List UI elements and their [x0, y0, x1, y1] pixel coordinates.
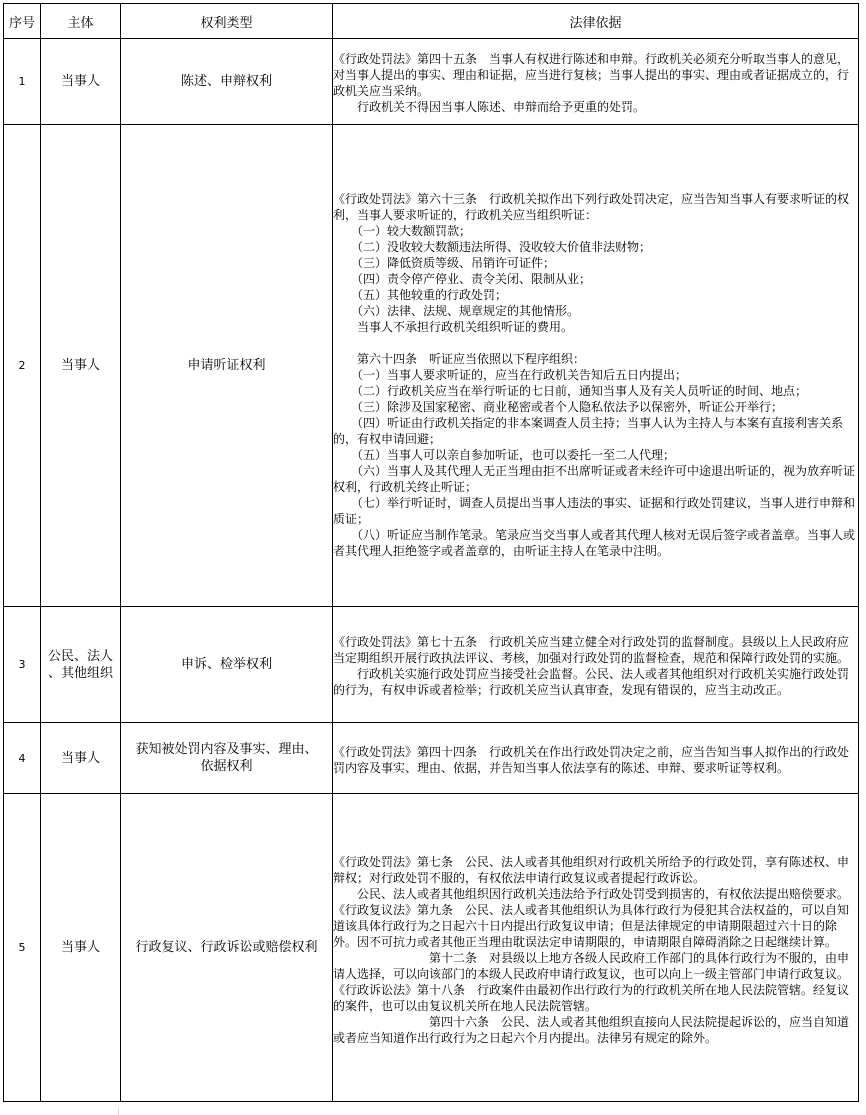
legal-basis-text: 《行政处罚法》第六十三条 行政机关拟作出下列行政处罚决定，应当告知当事人有要求听证的权利，当事人要求听证的，行政机关应当组织听证： （一）较大数额罚款； （二）没收较大数额违法所得、没收较大价值非法财物； （三）降低资质等级、吊销许可证件； （四）责令停产停业、责令关闭、限制从业； （五）其他较重的行政处罚； （六）法律、法规、规章规定的其他情形。 当事人不承担行政机关组织听证的费用。 第六十四条 听证应当依照以下程序组织： （一）当事人要求听证的，应当在行政机关告知后五日内提出； （二）行政机关应当在举行听证的七日前，通知当事人及有关人员听证的时间、地点； （三）除涉及国家秘密、商业秘密或者个人隐私依法予以保密外，听证公开举行； （四）听证由行政机关指定的非本案调查人员主持；当事人认为主持人与本案有直接利害关系的，有权申请回避； （五）当事人可以亲自参加听证，也可以委托一至二人代理； （六）当事人及其代理人无正当理由拒不出席听证或者未经许可中途退出听证的，视为放弃听证权利，行政机关终止听证； （七）举行听证时，调查人员提出当事人违法的事实、证据和行政处罚建议，当事人进行申辩和质证； （八）听证应当制作笔录。笔录应当交当事人或者其代理人核对无误后签字或者盖章。当事人或者其代理人拒绝签字或者盖章的，由听证主持人在笔录中注明。 [333, 191, 856, 558]
header-subject: 主体 [41, 4, 121, 39]
row-legal-basis [333, 794, 859, 1102]
table-row [4, 39, 859, 125]
header-row [4, 4, 859, 39]
legal-basis-text: 《行政处罚法》第七条 公民、法人或者其他组织对行政机关所给予的行政处罚，享有陈述权、申辩权；对行政处罚不服的，有权依法申请行政复议或者提起行政诉讼。 公民、法人或者其他组织因行政机关违法给予行政处罚受到损害的，有权依法提出赔偿要求。 《行政复议法》第九条 公民、法人或者其他组织认为具体行政行为侵犯其合法权益的，可以自知道该具体行政行为之日起六十日内提出行政复议申请；但是法律规定的申请期限超过六十日的除外。因不可抗力或者其他正当理由耽误法定申请期限的，申请期限自障碍消除之日起继续计算。 第十二条 对县级以上地方各级人民政府工作部门的具体行政行为不服的，由申请人选择，可以向该部门的本级人民政府申请行政复议，也可以向上一级主管部门申请行政复议。 《行政诉讼法》第十八条 行政案件由最初作出行政行为的行政机关所在地人民法院管辖。经复议的案件，也可以由复议机关所在地人民法院管辖。 第四十六条 公民、法人或者其他组织直接向人民法院提起诉讼的，应当自知道或者应当知道作出行政行为之日起六个月内提出。法律另有规定的除外。 [333, 855, 850, 1045]
row-legal-basis [333, 125, 859, 607]
row-index: 1 [4, 39, 41, 125]
legal-rights-table [3, 3, 859, 1102]
row-index: 5 [4, 794, 41, 1102]
row-right-type: 申请听证权利 [121, 125, 333, 607]
table-row [4, 794, 859, 1102]
row-right-type: 申诉、检举权利 [121, 607, 333, 723]
header-index: 序号 [4, 4, 41, 39]
table-row [4, 723, 859, 794]
row-subject: 当事人 [41, 723, 121, 794]
row-legal-basis [333, 607, 859, 723]
header-legal-basis: 法律依据 [333, 4, 859, 39]
row-right-type: 行政复议、行政诉讼或赔偿权利 [121, 794, 333, 1102]
row-index: 4 [4, 723, 41, 794]
table-row [4, 125, 859, 607]
gridline-fragment [118, 1108, 119, 1115]
legal-basis-text: 《行政处罚法》第四十四条 行政机关在作出行政处罚决定之前，应当告知当事人拟作出的行政处罚内容及事实、理由、依据，并告知当事人依法享有的陈述、申辩、要求听证等权利。 [333, 744, 850, 775]
row-subject: 当事人 [41, 125, 121, 607]
row-subject: 公民、法人 、其他组织 [41, 607, 121, 723]
row-index: 2 [4, 125, 41, 607]
row-subject: 当事人 [41, 39, 121, 125]
row-right-type: 陈述、申辩权利 [121, 39, 333, 125]
row-right-type: 获知被处罚内容及事实、理由、 依据权利 [121, 723, 333, 794]
row-index: 3 [4, 607, 41, 723]
header-right-type: 权利类型 [121, 4, 333, 39]
table-row [4, 607, 859, 723]
row-subject: 当事人 [41, 794, 121, 1102]
legal-basis-text: 《行政处罚法》第四十五条 当事人有权进行陈述和申辩。行政机关必须充分听取当事人的意见，对当事人提出的事实、理由和证据，应当进行复核；当事人提出的事实、理由或者证据成立的，行政机关应当采纳。 行政机关不得因当事人陈述、申辩而给予更重的处罚。 [333, 52, 850, 114]
row-legal-basis [333, 39, 859, 125]
row-legal-basis [333, 723, 859, 794]
legal-basis-text: 《行政处罚法》第七十五条 行政机关应当建立健全对行政处罚的监督制度。县级以上人民政府应当定期组织开展行政执法评议、考核，加强对行政处罚的监督检查，规范和保障行政处罚的实施。 行政机关实施行政处罚应当接受社会监督。公民、法人或者其他组织对行政机关实施行政处罚的行为，有权申诉或者检举；行政机关应当认真审查，发现有错误的，应当主动改正。 [333, 635, 850, 697]
